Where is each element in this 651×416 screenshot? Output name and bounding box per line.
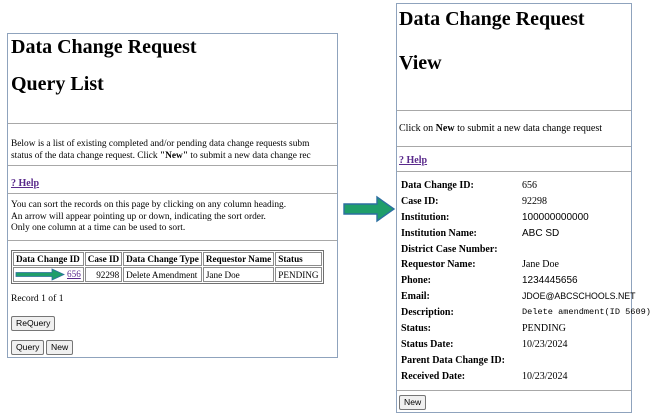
view-title-line1: Data Change Request [399,8,585,30]
detail-label: Description: [401,307,454,319]
pointer-arrow-icon [16,269,64,280]
column-header-case-id[interactable]: Case ID [85,252,122,266]
detail-label: Status Date: [401,338,454,350]
detail-label: Parent Data Change ID: [401,354,505,366]
detail-label: District Case Number: [401,243,498,255]
column-header-data-change-type[interactable]: Data Change Type [123,252,202,266]
detail-value: Delete amendment(ID 5609) [522,307,651,318]
detail-value: 1234445656 [522,275,578,287]
requests-table [11,250,324,284]
detail-value: JDOE@ABCSCHOOLS.NET [522,291,636,302]
intro-text [11,138,311,162]
page-title-line2: Query List [11,73,104,95]
view-intro-text: Click on New to submit a new data change request [399,123,603,134]
page-title-line1: Data Change Request [11,36,197,58]
detail-label: Email: [401,291,430,303]
detail-value: 10/23/2024 [522,338,568,350]
detail-label: Institution: [401,211,450,223]
detail-label: Institution Name: [401,227,477,239]
view-title-line2: View [399,52,442,74]
sort-note-line-2: An arrow will appear pointing up or down, indicating the sort order. [11,211,266,222]
detail-value: 656 [522,180,537,191]
detail-value: 10/23/2024 [522,370,568,382]
record-count: Record 1 of 1 [11,293,64,304]
detail-label: Data Change ID: [401,180,474,191]
divider [8,123,337,124]
divider [397,171,631,172]
detail-value: 100000000000 [522,211,589,223]
detail-value: ABC SD [522,227,560,239]
column-header-data-change-id[interactable]: Data Change ID [13,252,84,266]
intro-line-2: status of the data change request. Click "New" to submit a new data change rec [11,151,311,161]
divider [8,193,337,194]
cell-data-change-type: Delete Amendment [123,267,202,282]
column-header-requestor-name[interactable]: Requestor Name [203,252,274,266]
sort-instructions [11,200,286,235]
cell-data-change-id [13,267,84,282]
new-button[interactable]: New [46,340,73,355]
detail-label: Status: [401,323,432,335]
cell-status: PENDING [275,267,321,282]
divider [397,146,631,147]
new-button[interactable]: New [399,395,426,410]
query-button[interactable]: Query [11,340,44,355]
requery-button[interactable]: ReQuery [11,316,55,331]
help-link[interactable]: ? Help [399,155,428,166]
cell-case-id: 92298 [85,267,122,282]
help-link[interactable]: ? Help [11,178,40,189]
detail-value: 92298 [522,195,547,207]
table-header-row [13,252,322,266]
detail-label: Received Date: [401,370,466,382]
detail-label: Case ID: [401,195,439,207]
table-row [13,267,322,282]
data-change-id-link[interactable]: 656 [67,269,81,279]
column-header-status[interactable]: Status [275,252,321,266]
navigation-arrow-icon [343,196,395,222]
intro-line-1: Below is a list of existing completed and/or pending data change requests subm [11,139,310,149]
divider [397,110,631,111]
detail-label: Phone: [401,275,431,287]
cell-requestor-name: Jane Doe [203,267,274,282]
detail-label: Requestor Name: [401,259,476,271]
query-list-panel [7,33,338,358]
detail-value: PENDING [522,323,566,335]
request-view-panel [396,3,651,413]
sort-note-line-3: Only one column at a time can be used to sort. [11,223,186,233]
divider [8,165,337,166]
divider [8,240,337,241]
detail-value: Jane Doe [522,259,559,271]
divider [397,390,631,391]
sort-note-line-1: You can sort the records on this page by clicking on any column heading. [11,200,287,210]
